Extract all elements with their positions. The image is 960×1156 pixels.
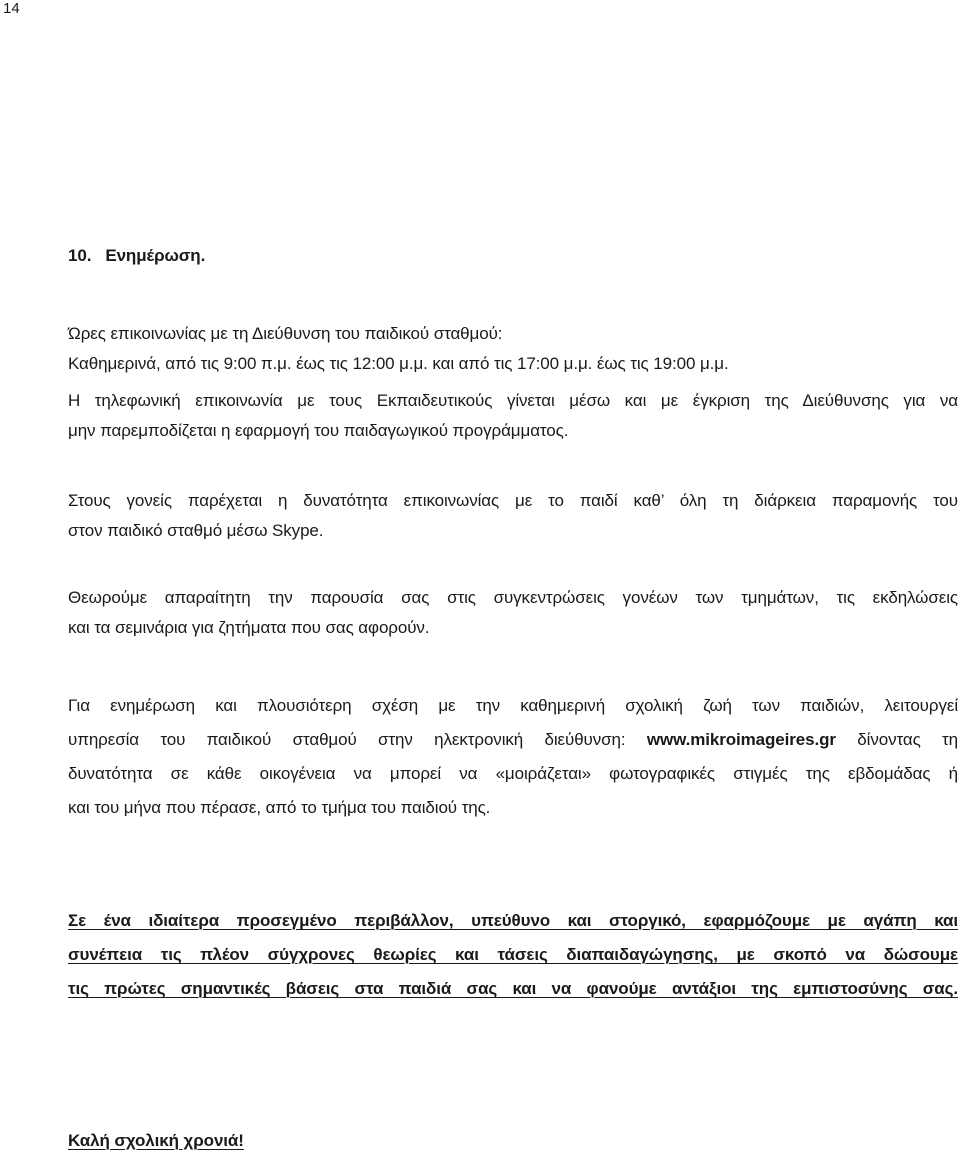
website-info-line-1: Για ενημέρωση και πλουσιότερη σχέση με την καθημερινή σχολική ζωή των παιδιών, λειτουργεί xyxy=(68,696,958,715)
meetings-line-1: Θεωρούμε απαραίτητη την παρουσία σας στις συγκεντρώσεις γονέων των τμημάτων, τις εκδηλώσεις xyxy=(68,588,958,607)
section-heading xyxy=(68,241,958,271)
closing-line-2-text: συνέπεια τις πλέον σύγχρονες θεωρίες και τάσεις διαπαιδαγώγησης, με σκοπό να δώσουμε xyxy=(68,945,958,964)
contact-hours-times: Καθημερινά, από τις 9:00 π.μ. έως τις 12:00 μ.μ. και από τις 17:00 μ.μ. έως τις 19:00 μ.μ. xyxy=(68,354,729,373)
meetings-paragraph xyxy=(68,583,958,643)
phone-policy-line-2: μην παρεμποδίζεται η εφαρμογή του παιδαγωγικού προγράμματος. xyxy=(68,421,569,440)
contact-hours-intro: Ώρες επικοινωνίας με τη Διεύθυνση του παιδικού σταθμού: xyxy=(68,324,503,343)
closing-line-3 xyxy=(68,972,958,1006)
website-info-paragraph xyxy=(68,689,958,825)
skype-line-2: στον παιδικό σταθμό μέσω Skype. xyxy=(68,521,324,540)
website-info-text-after: δίνοντας τη xyxy=(835,730,958,749)
website-info-line-3: δυνατότητα σε κάθε οικογένεια να μπορεί να «μοιράζεται» φωτογραφικές στιγμές της εβδομάδας ή xyxy=(68,764,958,783)
closing-line-3-text: τις πρώτες σημαντικές βάσεις στα παιδιά σας και να φανούμε αντάξιοι της εμπιστοσύνης σας. xyxy=(68,979,958,998)
section-number: 10. xyxy=(68,246,92,265)
page-number: 14 xyxy=(3,0,20,17)
website-info-text-before: υπηρεσία του παιδικού σταθμού στην ηλεκτρονική διεύθυνση: xyxy=(68,730,647,749)
closing-line-1 xyxy=(68,904,958,938)
closing-line-2 xyxy=(68,938,958,972)
skype-paragraph xyxy=(68,486,958,546)
closing-wishes xyxy=(68,1126,958,1156)
phone-policy-line-1: Η τηλεφωνική επικοινωνία με τους Εκπαιδευτικούς γίνεται μέσω και με έγκριση της Διεύθυνσης για να xyxy=(68,391,958,410)
website-url-link[interactable]: www.mikroimageires.gr xyxy=(646,730,836,749)
phone-policy-paragraph xyxy=(68,386,958,446)
closing-wishes-text: Καλή σχολική χρονιά! xyxy=(68,1131,244,1150)
meetings-line-2: και τα σεμινάρια για ζητήματα που σας αφορούν. xyxy=(68,618,430,637)
skype-line-1: Στους γονείς παρέχεται η δυνατότητα επικοινωνίας με το παιδί καθ’ όλη τη διάρκεια παραμονής του xyxy=(68,491,958,510)
section-title: Ενημέρωση. xyxy=(105,246,206,265)
contact-hours-paragraph xyxy=(68,319,958,379)
closing-line-1-text: Σε ένα ιδιαίτερα προσεγμένο περιβάλλον, υπεύθυνο και στοργικό, εφαρμόζουμε με αγάπη και xyxy=(68,911,958,930)
closing-statement xyxy=(68,904,958,1006)
website-info-line-4: και του μήνα που πέρασε, από το τμήμα του παιδιού της. xyxy=(68,798,491,817)
website-info-line-2 xyxy=(68,723,958,757)
